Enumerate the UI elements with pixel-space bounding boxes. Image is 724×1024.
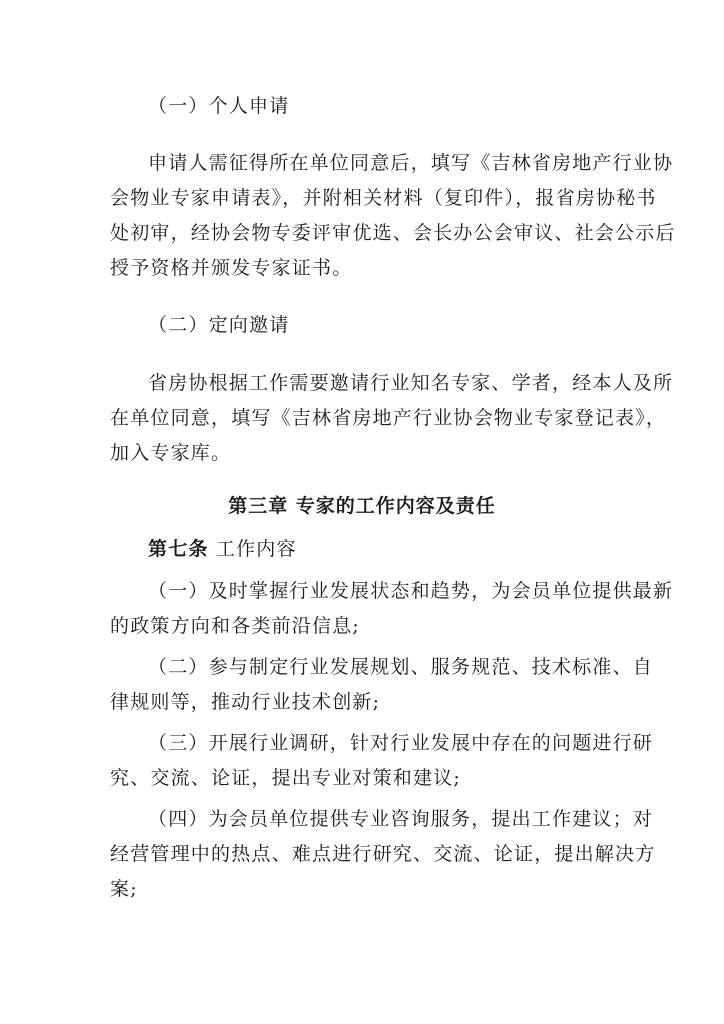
list-item-line: （三）开展行业调研，针对行业发展中存在的问题进行研 bbox=[148, 732, 654, 754]
paragraph-line: 会物业专家申请表》，并附相关材料（复印件），报省房协秘书 bbox=[110, 187, 657, 209]
subsection-heading-personal: （一）个人申请 bbox=[148, 95, 290, 117]
list-item-line: 经营管理中的热点、难点进行研究、交流、论证，提出解决方 bbox=[110, 843, 656, 865]
paragraph-line: 加入专家库。 bbox=[110, 442, 232, 464]
article-number: 第七条 bbox=[148, 538, 209, 560]
list-item-line: （一）及时掌握行业发展状态和趋势，为会员单位提供最新 bbox=[148, 580, 674, 602]
list-item-line: 的政策方向和各类前沿信息; bbox=[110, 615, 361, 637]
paragraph-line: 省房协根据工作需要邀请行业知名专家、学者，经本人及所 bbox=[148, 372, 674, 394]
paragraph-line: 处初审，经协会物专委评审优选、会长办公会审议、社会公示后 bbox=[110, 222, 676, 244]
list-item-line: （四）为会员单位提供专业咨询服务，提出工作建议；对 bbox=[148, 808, 654, 830]
article-title: 工作内容 bbox=[215, 538, 297, 560]
paragraph-line: 在单位同意，填写《吉林省房地产行业协会物业专家登记表》， bbox=[110, 407, 667, 429]
list-item-line: 案; bbox=[110, 878, 138, 900]
chapter-heading: 第三章 专家的工作内容及责任 bbox=[228, 495, 496, 517]
paragraph-line: 授予资格并颁发专家证书。 bbox=[110, 257, 353, 279]
list-item-line: （二）参与制定行业发展规划、服务规范、技术标准、自 bbox=[148, 656, 654, 678]
subsection-heading-invitation: （二）定向邀请 bbox=[148, 314, 290, 336]
list-item-line: 律规则等，推动行业技术创新; bbox=[110, 691, 381, 713]
article-heading bbox=[148, 537, 620, 561]
list-item-line: 究、交流、论证，提出专业对策和建议; bbox=[110, 767, 462, 789]
paragraph-line: 申请人需征得所在单位同意后，填写《吉林省房地产行业协 bbox=[148, 152, 674, 174]
